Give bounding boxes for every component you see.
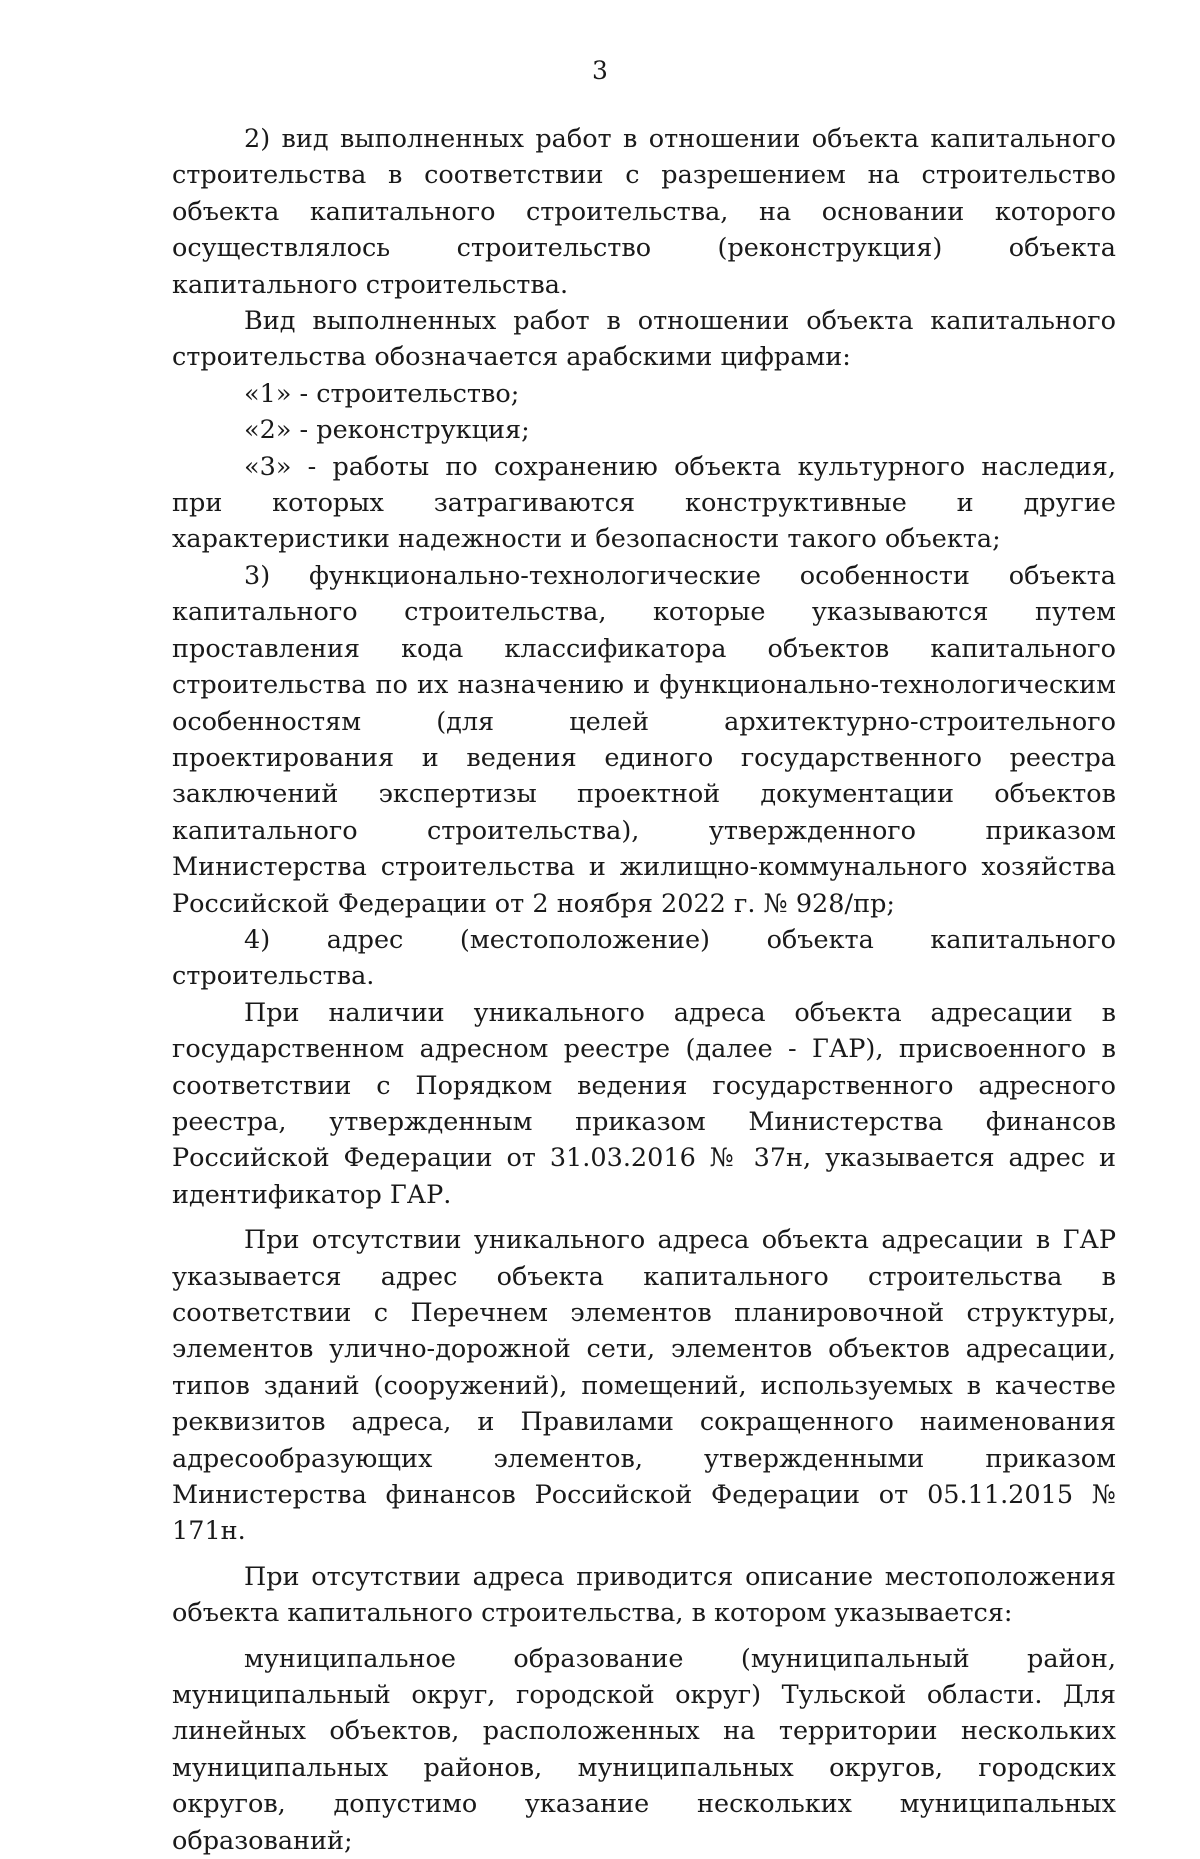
paragraph-item-3-functional-features: 3) функционально-технологические особенности объекта капитального строительства, которые указываются путем проставления кода классификатора объектов капитального строительства по их назначению и функционально-технологическим особенностям (для целей архитектурно-строительного проектирования и ведения единого государственного реестра заключений экспертизы проектной документации объектов капитального строительства), утвержденного приказом Министерства строительства и жилищно-коммунального хозяйства Российской Федерации от 2 ноября 2022 г. № 928/пр;: [172, 560, 1116, 919]
list-item-code-3: «3» - работы по сохранению объекта культурного наследия, при которых затрагиваются конструктивные и другие характеристики надежности и безопасности такого объекта;: [172, 451, 1116, 555]
paragraph-no-address: При отсутствии адреса приводится описание местоположения объекта капитального строительства, в котором указывается:: [172, 1561, 1116, 1629]
paragraph-municipality: муниципальное образование (муниципальный район, муниципальный округ, городской округ) Тульской области. Для линейных объектов, расположенных на территории нескольких муниципальных районов, муниципальных округов, городских округов, допустимо указание нескольких муниципальных образований;: [172, 1643, 1116, 1856]
paragraph-item-4-address: 4) адрес (местоположение) объекта капитального строительства.: [172, 924, 1116, 992]
document-body: [172, 121, 1116, 1859]
paragraph-item-2-work-type: 2) вид выполненных работ в отношении объекта капитального строительства в соответствии с разрешением на строительство объекта капитального строительства, на основании которого осуществлялось строительство (реконструкция) объекта капитального строительства.: [172, 124, 1116, 300]
page-number: 3: [592, 56, 608, 85]
paragraph-gar-address-present: При наличии уникального адреса объекта адресации в государственном адресном реестре (далее - ГАР), присвоенного в соответствии с Порядком ведения государственного адресного реестра, утвержденным приказом Министерства финансов Российской Федерации от 31.03.2016 № 37н, указывается адрес и идентификатор ГАР.: [172, 997, 1116, 1210]
paragraph-work-type-codes: Вид выполненных работ в отношении объекта капитального строительства обозначается арабскими цифрами:: [172, 306, 1116, 373]
list-item-code-1: «1» - строительство;: [244, 378, 520, 409]
list-item-code-2: «2» - реконструкция;: [244, 415, 530, 446]
paragraph-gar-address-absent: При отсутствии уникального адреса объекта адресации в ГАР указывается адрес объекта капитального строительства в соответствии с Перечнем элементов планировочной структуры, элементов улично-дорожной сети, элементов объектов адресации, типов зданий (сооружений), помещений, используемых в качестве реквизитов адреса, и Правилами сокращенного наименования адресообразующих элементов, утвержденными приказом Министерства финансов Российской Федерации от 05.11.2015 № 171н.: [172, 1225, 1116, 1547]
